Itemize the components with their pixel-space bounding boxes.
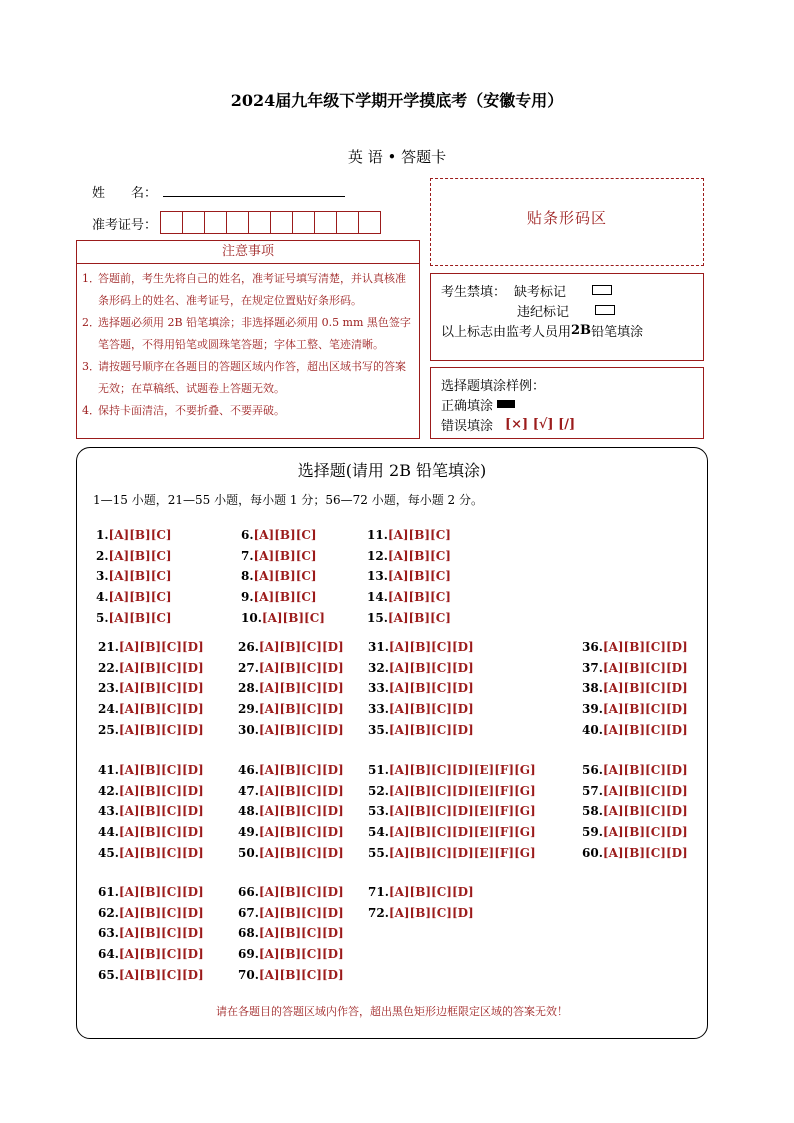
question-number: 65. (98, 967, 119, 982)
question-item (582, 723, 688, 737)
question-number: 72. (368, 905, 389, 920)
id-digit-box[interactable] (248, 211, 271, 234)
question-number: 21. (98, 640, 119, 654)
answer-options[interactable]: [A][B][C][D] (602, 640, 688, 654)
answer-options[interactable]: [A][B][C][D] (118, 763, 204, 777)
sample-box (430, 367, 704, 439)
question-number: 48. (238, 804, 259, 819)
answer-options[interactable]: [A][B][C][D] (602, 825, 688, 840)
question-item (241, 590, 317, 604)
question-item (98, 825, 204, 839)
violation-mark-box[interactable] (595, 305, 615, 315)
forbid-box (430, 273, 704, 361)
question-number: 54. (368, 825, 389, 840)
answer-options[interactable]: [A][B][C][D] (388, 660, 474, 675)
id-digit-box[interactable] (226, 211, 249, 234)
question-number: 60. (582, 845, 603, 860)
question-item (582, 825, 688, 839)
question-item (241, 569, 317, 583)
question-number: 58. (582, 804, 603, 819)
question-number: 30. (238, 722, 259, 737)
question-number: 24. (98, 702, 119, 717)
question-number: 7. (241, 548, 254, 563)
answer-options[interactable]: [A][B][C][D] (258, 702, 344, 717)
answer-options[interactable]: [A][B][C][D][E][F][G] (388, 763, 536, 777)
question-number: 12. (367, 548, 388, 563)
question-item (368, 846, 536, 860)
question-number: 8. (241, 569, 254, 584)
question-item (98, 784, 204, 798)
question-number: 27. (238, 660, 259, 675)
id-digit-box[interactable] (204, 211, 227, 234)
answer-options[interactable]: [A][B][C][D] (118, 845, 204, 860)
question-number: 1. (96, 528, 109, 542)
question-item (238, 968, 344, 982)
answer-options[interactable]: [A][B][C] (253, 528, 317, 542)
question-item (368, 723, 474, 737)
question-number: 41. (98, 763, 119, 777)
question-item (98, 947, 204, 961)
answer-options[interactable]: [A][B][C][D] (602, 763, 688, 777)
question-item (96, 590, 172, 604)
answer-options[interactable]: [A][B][C][D] (258, 967, 344, 982)
question-number: 61. (98, 885, 119, 899)
answer-options[interactable]: [A][B][C] (387, 590, 451, 605)
question-number: 31. (368, 640, 389, 654)
question-item (96, 528, 172, 542)
question-item (582, 804, 688, 818)
answer-options[interactable]: [A][B][C] (253, 548, 317, 563)
question-number: 40. (582, 722, 603, 737)
answer-options[interactable]: [A][B][C] (261, 610, 325, 625)
question-item (238, 885, 344, 899)
page-title: 2024届九年级下学期开学摸底考（安徽专用） (230, 91, 564, 110)
answer-options[interactable]: [A][B][C][D] (118, 722, 204, 737)
question-item (582, 661, 688, 675)
answer-options[interactable]: [A][B][C][D][E][F][G] (388, 845, 536, 860)
notice-item-number: 2． (82, 316, 100, 329)
question-item (98, 763, 204, 777)
question-item (582, 640, 688, 654)
forbid-note-bold: 2B (571, 322, 592, 338)
wrong-marks-sample: [×] [√] [/] (505, 416, 576, 432)
id-digit-box[interactable] (270, 211, 293, 234)
answer-options[interactable]: [A][B][C] (108, 569, 172, 584)
answer-options[interactable]: [A][B][C][D] (118, 926, 204, 941)
answer-options[interactable]: [A][B][C][D] (258, 660, 344, 675)
question-number: 52. (368, 783, 389, 798)
notice-item-text: 选择题必须用 2B 铅笔填涂；非选择题必须用 0.5 mm 黑色签字笔答题，不得用铅笔或圆珠笔答题；字体工整、笔迹清晰。 (98, 316, 411, 351)
question-item (238, 784, 344, 798)
question-number: 67. (238, 905, 259, 920)
question-number: 70. (238, 967, 259, 982)
answer-options[interactable]: [A][B][C] (387, 528, 451, 542)
answer-options[interactable]: [A][B][C][D] (118, 640, 204, 654)
answer-options[interactable]: [A][B][C][D] (602, 681, 688, 696)
answer-options[interactable]: [A][B][C][D] (118, 660, 204, 675)
question-item (582, 763, 688, 777)
answer-options[interactable]: [A][B][C][D] (118, 681, 204, 696)
question-number: 49. (238, 825, 259, 840)
question-item (367, 611, 451, 625)
question-number: 33. (368, 681, 389, 696)
notice-item-number: 4． (82, 404, 100, 417)
answer-options[interactable]: [A][B][C] (387, 610, 451, 625)
question-number: 66. (238, 885, 259, 899)
answer-options[interactable]: [A][B][C] (108, 528, 172, 542)
question-item (238, 947, 344, 961)
question-item (98, 661, 204, 675)
answer-options[interactable]: [A][B][C][D][E][F][G] (388, 804, 536, 819)
id-digit-box[interactable] (292, 211, 315, 234)
notice-item (82, 268, 415, 312)
answer-options[interactable]: [A][B][C][D] (118, 783, 204, 798)
answer-options[interactable]: [A][B][C][D] (388, 702, 474, 717)
answer-options[interactable]: [A][B][C][D] (118, 804, 204, 819)
answer-options[interactable]: [A][B][C][D] (388, 905, 474, 920)
question-number: 2. (96, 548, 109, 563)
id-digit-box[interactable] (182, 211, 205, 234)
question-number: 28. (238, 681, 259, 696)
answer-options[interactable]: [A][B][C][D] (602, 783, 688, 798)
question-item (98, 968, 204, 982)
question-item (238, 640, 344, 654)
question-number: 22. (98, 660, 119, 675)
answer-options[interactable]: [A][B][C][D] (258, 947, 344, 962)
question-number: 71. (368, 885, 389, 899)
question-number: 38. (582, 681, 603, 696)
barcode-area (430, 178, 704, 266)
question-number: 43. (98, 804, 119, 819)
answer-options[interactable]: [A][B][C][D] (258, 845, 344, 860)
question-item (98, 906, 204, 920)
question-item (238, 763, 344, 777)
answer-options[interactable]: [A][B][C][D] (388, 640, 474, 654)
question-number: 23. (98, 681, 119, 696)
question-item (582, 681, 688, 695)
question-number: 46. (238, 763, 259, 777)
question-item (367, 528, 451, 542)
question-item (238, 681, 344, 695)
question-number: 36. (582, 640, 603, 654)
answer-options[interactable]: [A][B][C][D] (118, 947, 204, 962)
question-number: 4. (96, 590, 109, 605)
notice-item-number: 1． (82, 272, 100, 285)
question-item (368, 804, 536, 818)
notice-item-text: 答题前，考生先将自己的姓名，准考证号填写清楚，并认真核准条形码上的姓名、准考证号，在规定位置贴好条形码。 (98, 272, 406, 307)
question-number: 15. (367, 610, 388, 625)
id-digit-box[interactable] (314, 211, 337, 234)
answer-options[interactable]: [A][B][C][D] (258, 825, 344, 840)
question-number: 68. (238, 926, 259, 941)
question-number: 33. (368, 702, 389, 717)
question-item (367, 569, 451, 583)
id-digit-box[interactable] (336, 211, 359, 234)
question-item (238, 846, 344, 860)
question-number: 29. (238, 702, 259, 717)
answer-options[interactable]: [A][B][C][D] (602, 722, 688, 737)
name-input-line[interactable] (163, 196, 345, 197)
question-number: 42. (98, 783, 119, 798)
notice-item (82, 312, 415, 356)
question-number: 10. (241, 610, 262, 625)
question-item (582, 784, 688, 798)
question-number: 69. (238, 947, 259, 962)
notice-item (82, 400, 415, 422)
notice-item-text: 保持卡面清洁，不要折叠、不要弄破。 (98, 404, 285, 417)
question-item (96, 569, 172, 583)
notice-item-text: 请按题号顺序在各题目的答题区域内作答，超出区域书写的答案无效；在草稿纸、试题卷上答题无效。 (98, 360, 406, 395)
question-item (368, 681, 474, 695)
question-number: 64. (98, 947, 119, 962)
question-item (238, 926, 344, 940)
answer-options[interactable]: [A][B][C] (253, 569, 317, 584)
answer-options[interactable]: [A][B][C][D] (118, 702, 204, 717)
question-item (98, 885, 204, 899)
question-item (238, 906, 344, 920)
answer-options[interactable]: [A][B][C][D] (258, 905, 344, 920)
answer-options[interactable]: [A][B][C][D][E][F][G] (388, 783, 536, 798)
question-number: 6. (241, 528, 254, 542)
violation-mark-label: 违纪标记 (517, 304, 570, 320)
answer-options[interactable]: [A][B][C][D] (388, 885, 474, 899)
footer-warning: 请在各题目的答题区域内作答，超出黑色矩形边框限定区域的答案无效！ (216, 1005, 568, 1018)
question-item (368, 702, 474, 716)
notice-item-number: 3． (82, 360, 100, 373)
question-item (368, 640, 474, 654)
question-item (98, 640, 204, 654)
barcode-label: 贴条形码区 (526, 208, 607, 227)
question-item (98, 702, 204, 716)
question-number: 59. (582, 825, 603, 840)
answer-options[interactable]: [A][B][C] (253, 590, 317, 605)
question-number: 11. (367, 528, 388, 542)
question-number: 25. (98, 722, 119, 737)
forbid-note-post: 铅笔填涂 (591, 324, 644, 340)
forbid-label: 考生禁填： (441, 284, 507, 300)
question-number: 50. (238, 845, 259, 860)
question-number: 39. (582, 702, 603, 717)
question-number: 53. (368, 804, 389, 819)
question-item (98, 926, 204, 940)
question-number: 35. (368, 722, 389, 737)
filled-mark-sample (497, 400, 515, 408)
answer-options[interactable]: [A][B][C][D] (388, 681, 474, 696)
question-number: 26. (238, 640, 259, 654)
answer-options[interactable]: [A][B][C] (108, 590, 172, 605)
question-number: 3. (96, 569, 109, 584)
id-digit-box[interactable] (160, 211, 183, 234)
answer-options[interactable]: [A][B][C][D] (602, 702, 688, 717)
question-number: 56. (582, 763, 603, 777)
choice-note: 1—15 小题，21—55 小题，每小题 1 分；56—72 小题，每小题 2 分。 (93, 493, 483, 507)
question-number: 44. (98, 825, 119, 840)
answer-options[interactable]: [A][B][C] (387, 548, 451, 563)
answer-options[interactable]: [A][B][C][D] (258, 640, 344, 654)
question-number: 57. (582, 783, 603, 798)
answer-options[interactable]: [A][B][C][D] (258, 681, 344, 696)
question-number: 63. (98, 926, 119, 941)
question-item (368, 661, 474, 675)
question-item (98, 804, 204, 818)
answer-options[interactable]: [A][B][C][D] (118, 825, 204, 840)
answer-options[interactable]: [A][B][C][D] (602, 845, 688, 860)
answer-options[interactable]: [A][B][C][D] (258, 804, 344, 819)
question-item (238, 723, 344, 737)
question-number: 14. (367, 590, 388, 605)
forbid-note-pre: 以上标志由监考人员用 (441, 324, 572, 340)
id-number-boxes[interactable] (161, 211, 381, 234)
notice-heading: 注意事项 (76, 240, 420, 264)
question-item (241, 549, 317, 563)
question-number: 5. (96, 610, 109, 625)
notice-box (76, 263, 420, 439)
answer-options[interactable]: [A][B][C][D] (118, 905, 204, 920)
answer-options[interactable]: [A][B][C][D][E][F][G] (388, 825, 536, 840)
question-number: 51. (368, 763, 389, 777)
answer-options[interactable]: [A][B][C][D] (118, 967, 204, 982)
question-number: 62. (98, 905, 119, 920)
answer-options[interactable]: [A][B][C][D] (388, 722, 474, 737)
answer-options[interactable]: [A][B][C] (108, 548, 172, 563)
choice-title: 选择题(请用 2B 铅笔填涂) (297, 461, 487, 480)
notice-item (82, 356, 415, 400)
question-item (98, 846, 204, 860)
answer-options[interactable]: [A][B][C][D] (258, 926, 344, 941)
answer-options[interactable]: [A][B][C][D] (258, 783, 344, 798)
question-item (582, 702, 688, 716)
answer-options[interactable]: [A][B][C][D] (602, 804, 688, 819)
question-item (582, 846, 688, 860)
question-item (368, 825, 536, 839)
answer-options[interactable]: [A][B][C][D] (118, 885, 204, 899)
absent-mark-box[interactable] (592, 285, 612, 295)
question-item (238, 702, 344, 716)
question-item (96, 611, 172, 625)
question-item (368, 784, 536, 798)
question-item (367, 590, 451, 604)
answer-options[interactable]: [A][B][C][D] (258, 722, 344, 737)
question-number: 32. (368, 660, 389, 675)
name-label: 姓 名： (92, 186, 158, 201)
question-item (368, 885, 474, 899)
question-item (367, 549, 451, 563)
question-item (368, 906, 474, 920)
question-item (241, 528, 317, 542)
answer-options[interactable]: [A][B][C][D] (602, 660, 688, 675)
id-label: 准考证号： (92, 218, 158, 233)
absent-mark-label: 缺考标记 (514, 284, 567, 300)
question-number: 9. (241, 590, 254, 605)
question-item (238, 661, 344, 675)
answer-options[interactable]: [A][B][C][D] (258, 763, 344, 777)
question-item (238, 825, 344, 839)
question-number: 37. (582, 660, 603, 675)
page-subtitle: 英 语 • 答题卡 (347, 148, 447, 166)
question-number: 47. (238, 783, 259, 798)
question-item (238, 804, 344, 818)
question-number: 13. (367, 569, 388, 584)
answer-options[interactable]: [A][B][C] (108, 610, 172, 625)
question-number: 55. (368, 845, 389, 860)
sample-title: 选择题填涂样例： (441, 378, 546, 394)
answer-options[interactable]: [A][B][C] (387, 569, 451, 584)
question-item (368, 763, 536, 777)
question-item (98, 681, 204, 695)
question-item (96, 549, 172, 563)
id-digit-box[interactable] (358, 211, 381, 234)
question-item (98, 723, 204, 737)
answer-options[interactable]: [A][B][C][D] (258, 885, 344, 899)
sample-correct-label: 正确填涂 (441, 398, 494, 414)
sample-wrong-label: 错误填涂 (441, 418, 494, 434)
question-item (241, 611, 325, 625)
question-number: 45. (98, 845, 119, 860)
